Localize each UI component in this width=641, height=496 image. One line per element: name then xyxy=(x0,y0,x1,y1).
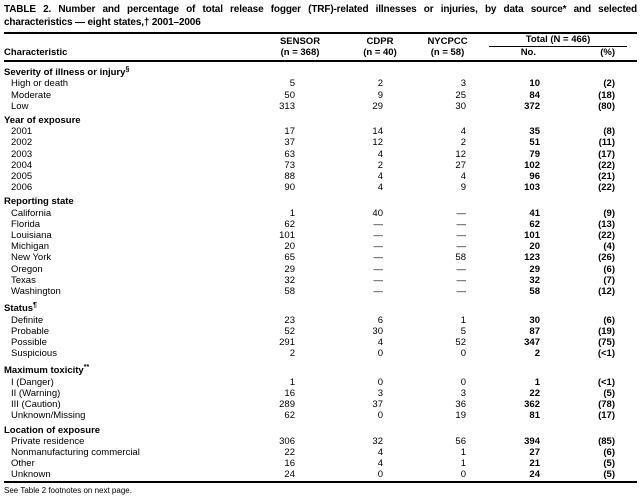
cell-total-pct: (6) xyxy=(603,263,615,275)
cell-sensor: 291 xyxy=(279,336,295,348)
cell-total-pct: (5) xyxy=(603,387,615,399)
cell-total-pct: (2) xyxy=(603,78,615,90)
cell-total-pct: (7) xyxy=(603,274,615,286)
cell-cdpr: 4 xyxy=(377,336,383,348)
cell-total-pct: (17) xyxy=(598,148,615,160)
cell-total-no: 58 xyxy=(529,286,540,298)
cell-cdpr: — xyxy=(373,274,383,286)
cell-cdpr: 0 xyxy=(377,376,383,388)
table-row xyxy=(4,230,637,241)
row-label: Private residence xyxy=(11,435,85,447)
table-footnote: See Table 2 footnotes on next page. xyxy=(4,485,132,495)
section-header-row xyxy=(4,359,637,376)
cell-total-no: 27 xyxy=(529,446,540,458)
row-label: Definite xyxy=(11,314,44,326)
header-row-1 xyxy=(4,34,637,47)
table-row xyxy=(4,137,637,148)
cell-total-no: 362 xyxy=(524,399,540,411)
row-label: I (Danger) xyxy=(11,376,54,388)
cell-nycpcc: 0 xyxy=(460,348,466,360)
row-label: 2001 xyxy=(11,126,33,138)
cell-cdpr: 6 xyxy=(377,314,383,326)
cell-nycpcc: 3 xyxy=(460,78,466,90)
cell-total-no: 22 xyxy=(529,387,540,399)
cell-nycpcc: 1 xyxy=(460,446,466,458)
cell-nycpcc: 52 xyxy=(455,336,466,348)
cell-total-pct: (12) xyxy=(598,286,615,298)
table-row xyxy=(4,241,637,252)
table-row xyxy=(4,171,637,182)
cell-cdpr: 9 xyxy=(377,89,383,101)
section-header: Reporting state xyxy=(4,196,74,208)
table-row xyxy=(4,447,637,458)
cell-nycpcc: 0 xyxy=(460,469,466,481)
cell-total-pct: (11) xyxy=(598,137,615,149)
column-header-total-no: No. xyxy=(487,47,548,61)
table-body xyxy=(4,61,637,482)
footnote-marker: ** xyxy=(83,364,90,372)
total-header-label: Total (N = 466) xyxy=(489,34,627,47)
section-header-row xyxy=(4,297,637,314)
row-label: Suspicious xyxy=(11,348,57,360)
cell-nycpcc: 36 xyxy=(455,399,466,411)
cell-cdpr: — xyxy=(373,286,383,298)
cell-total-pct: (5) xyxy=(603,458,615,470)
cell-total-pct: (<1) xyxy=(597,348,615,360)
cell-nycpcc: 0 xyxy=(460,376,466,388)
table-row xyxy=(4,436,637,447)
table-row xyxy=(4,458,637,469)
cell-sensor: 50 xyxy=(284,89,295,101)
column-header-nycpcc: NYCPCC xyxy=(427,36,468,47)
table-row xyxy=(4,337,637,348)
row-label: 2006 xyxy=(11,182,33,194)
cell-cdpr: 32 xyxy=(372,435,383,447)
cell-total-no: 87 xyxy=(529,325,540,337)
row-label: Nonmanufacturing commercial xyxy=(11,446,140,458)
cell-cdpr: 14 xyxy=(372,126,383,138)
cell-sensor: 62 xyxy=(284,410,295,422)
cell-sensor: 16 xyxy=(284,387,295,399)
cell-nycpcc: 25 xyxy=(455,89,466,101)
cell-nycpcc: — xyxy=(456,263,466,275)
table-row xyxy=(4,78,637,89)
row-label: Unknown/Missing xyxy=(11,410,86,422)
cell-total-pct: (4) xyxy=(603,241,615,253)
cell-nycpcc: 19 xyxy=(455,410,466,422)
row-label: 2005 xyxy=(11,170,33,182)
row-label: Texas xyxy=(11,274,36,286)
row-label: High or death xyxy=(11,78,69,90)
cell-total-pct: (22) xyxy=(598,159,615,171)
cell-sensor: 1 xyxy=(289,376,295,388)
cell-cdpr: 4 xyxy=(377,446,383,458)
cell-nycpcc: — xyxy=(456,218,466,230)
cell-sensor: 23 xyxy=(284,314,295,326)
cell-sensor: 52 xyxy=(284,325,295,337)
row-label: Other xyxy=(11,458,35,470)
section-header: Year of exposure xyxy=(4,114,81,126)
cell-cdpr: 12 xyxy=(372,137,383,149)
cell-sensor: 62 xyxy=(284,218,295,230)
table-row xyxy=(4,410,637,421)
cell-total-pct: (13) xyxy=(598,218,615,230)
section-header: Severity of illness or injury§ xyxy=(4,66,130,79)
column-header-total-pct: (%) xyxy=(548,47,637,61)
cell-nycpcc: — xyxy=(456,241,466,253)
table-row xyxy=(4,208,637,219)
cell-total-no: 30 xyxy=(529,314,540,326)
section-header-row xyxy=(4,422,637,436)
cell-nycpcc: — xyxy=(456,207,466,219)
cell-cdpr: 0 xyxy=(377,348,383,360)
row-label: 2004 xyxy=(11,159,33,171)
cell-cdpr: 4 xyxy=(377,170,383,182)
table-row xyxy=(4,219,637,230)
cell-cdpr: — xyxy=(373,252,383,264)
cell-sensor: 313 xyxy=(279,100,295,112)
cell-sensor: 32 xyxy=(284,274,295,286)
cell-cdpr: 30 xyxy=(372,325,383,337)
cell-total-no: 79 xyxy=(529,148,540,160)
table-row xyxy=(4,90,637,101)
cell-total-pct: (21) xyxy=(598,170,615,182)
cell-total-no: 21 xyxy=(529,458,540,470)
row-label: Possible xyxy=(11,336,47,348)
cell-nycpcc: — xyxy=(456,230,466,241)
row-label: 2002 xyxy=(11,137,33,149)
cell-sensor: 29 xyxy=(284,263,295,275)
cell-cdpr: 37 xyxy=(372,399,383,411)
cell-total-pct: (78) xyxy=(598,399,615,411)
header-spacer xyxy=(4,34,248,47)
cell-total-no: 41 xyxy=(529,207,540,219)
cell-sensor: 306 xyxy=(279,435,295,447)
cell-total-no: 123 xyxy=(524,252,540,264)
cell-total-no: 347 xyxy=(524,336,540,348)
cell-sensor: 88 xyxy=(284,170,295,182)
table-row xyxy=(4,182,637,193)
cell-sensor: 17 xyxy=(284,126,295,138)
cell-nycpcc: 56 xyxy=(455,435,466,447)
cell-cdpr: 2 xyxy=(377,78,383,90)
cell-nycpcc: 3 xyxy=(460,387,466,399)
cell-cdpr: 29 xyxy=(372,100,383,112)
cell-nycpcc: 9 xyxy=(460,182,466,194)
column-header-cdpr: CDPR xyxy=(366,36,394,47)
column-header-sensor: SENSOR xyxy=(279,36,321,47)
cell-cdpr: 4 xyxy=(377,148,383,160)
cell-cdpr: 2 xyxy=(377,159,383,171)
cell-total-pct: (5) xyxy=(603,469,615,481)
cell-sensor: 5 xyxy=(289,78,295,90)
cell-total-no: 1 xyxy=(534,376,540,388)
table-row xyxy=(4,348,637,359)
cell-sensor: 63 xyxy=(284,148,295,160)
table-row xyxy=(4,264,637,275)
table-row xyxy=(4,315,637,326)
cell-total-no: 24 xyxy=(529,469,540,481)
cell-total-no: 101 xyxy=(524,230,540,241)
cell-nycpcc: 12 xyxy=(455,148,466,160)
table-row xyxy=(4,377,637,388)
cell-total-no: 394 xyxy=(524,435,540,447)
row-label: Michigan xyxy=(11,241,50,253)
section-header-row xyxy=(4,112,637,126)
cell-cdpr: — xyxy=(373,263,383,275)
cell-cdpr: 4 xyxy=(377,182,383,194)
cell-total-pct: (85) xyxy=(598,435,615,447)
cell-nycpcc: 27 xyxy=(455,159,466,171)
cell-sensor: 24 xyxy=(284,469,295,481)
cell-cdpr: — xyxy=(373,241,383,253)
cell-total-no: 29 xyxy=(529,263,540,275)
row-label: Oregon xyxy=(11,263,43,275)
cell-nycpcc: 1 xyxy=(460,314,466,326)
column-header-characteristic: Characteristic xyxy=(4,47,248,61)
row-label: Low xyxy=(11,100,29,112)
table-row xyxy=(4,126,637,137)
table-row xyxy=(4,252,637,263)
column-header-cdpr-n: (n = 40) xyxy=(352,47,408,61)
table-row xyxy=(4,160,637,171)
cell-nycpcc: 4 xyxy=(460,126,466,138)
cell-sensor: 65 xyxy=(284,252,295,264)
row-label: II (Warning) xyxy=(11,387,61,399)
cell-cdpr: 40 xyxy=(372,207,383,219)
table-row xyxy=(4,388,637,399)
cell-sensor: 73 xyxy=(284,159,295,171)
section-header: Maximum toxicity** xyxy=(4,364,90,377)
section-header-row xyxy=(4,61,637,78)
cell-total-no: 372 xyxy=(524,100,540,112)
cell-total-no: 103 xyxy=(524,182,540,194)
cell-cdpr: 3 xyxy=(377,387,383,399)
row-label: Moderate xyxy=(11,89,52,101)
cell-sensor: 90 xyxy=(284,182,295,194)
cell-total-no: 81 xyxy=(529,410,540,422)
cell-cdpr: 0 xyxy=(377,410,383,422)
row-label: 2003 xyxy=(11,148,33,160)
table-row xyxy=(4,399,637,410)
cell-cdpr: 4 xyxy=(377,458,383,470)
column-header-nycpcc-n: (n = 58) xyxy=(408,47,487,61)
cell-total-pct: (6) xyxy=(603,314,615,326)
cell-nycpcc: — xyxy=(456,274,466,286)
section-header: Status¶ xyxy=(4,302,37,315)
cell-total-no: 32 xyxy=(529,274,540,286)
cell-sensor: 289 xyxy=(279,399,295,411)
table-row xyxy=(4,286,637,297)
cell-cdpr: — xyxy=(373,230,383,241)
row-label: New York xyxy=(11,252,52,264)
cell-sensor: 37 xyxy=(284,137,295,149)
cell-total-no: 20 xyxy=(529,241,540,253)
cell-sensor: 101 xyxy=(279,230,295,241)
cell-total-pct: (17) xyxy=(598,410,615,422)
cell-total-pct: (6) xyxy=(603,446,615,458)
cell-total-no: 10 xyxy=(529,78,540,90)
footnote-marker: ¶ xyxy=(33,302,37,310)
cell-total-pct: (18) xyxy=(598,89,615,101)
footnote-marker: § xyxy=(125,66,130,73)
cell-sensor: 16 xyxy=(284,458,295,470)
cell-total-pct: (80) xyxy=(598,100,615,112)
cell-sensor: 22 xyxy=(284,446,295,458)
table-row xyxy=(4,101,637,112)
cell-nycpcc: 5 xyxy=(460,325,466,337)
table-row xyxy=(4,149,637,160)
cell-total-no: 84 xyxy=(529,89,540,101)
table-row xyxy=(4,469,637,481)
cell-total-pct: (19) xyxy=(598,325,615,337)
cell-total-pct: (26) xyxy=(598,252,615,264)
cell-total-pct: (22) xyxy=(598,182,615,194)
cell-cdpr: — xyxy=(373,218,383,230)
cell-total-pct: (<1) xyxy=(597,376,615,388)
cell-total-no: 2 xyxy=(534,348,540,360)
table-title-line2: characteristics — eight states,† 2001–2006 xyxy=(4,17,201,28)
trf-illness-table xyxy=(4,34,637,483)
table-row xyxy=(4,275,637,286)
cell-total-no: 96 xyxy=(529,170,540,182)
row-label: Florida xyxy=(11,218,41,230)
table-row xyxy=(4,326,637,337)
section-header-row xyxy=(4,193,637,207)
cell-sensor: 2 xyxy=(289,348,295,360)
cell-sensor: 58 xyxy=(284,286,295,298)
row-label: III (Caution) xyxy=(11,399,61,411)
cell-total-pct: (9) xyxy=(603,207,615,219)
row-label: Probable xyxy=(11,325,50,337)
cell-total-pct: (75) xyxy=(598,336,615,348)
cell-total-no: 62 xyxy=(529,218,540,230)
table-title-line1: TABLE 2. Number and percentage of total release fogger (TRF)-related illnesses or injuries, by data source* and selected xyxy=(4,4,637,15)
row-label: Unknown xyxy=(11,469,51,481)
cell-nycpcc: — xyxy=(456,286,466,298)
cell-sensor: 20 xyxy=(284,241,295,253)
table-title xyxy=(4,3,637,34)
cell-nycpcc: 4 xyxy=(460,170,466,182)
row-label: California xyxy=(11,207,52,219)
cell-sensor: 1 xyxy=(289,207,295,219)
cell-cdpr: 0 xyxy=(377,469,383,481)
section-header: Location of exposure xyxy=(4,424,101,436)
header-row-2 xyxy=(4,47,637,61)
column-header-sensor-n: (n = 368) xyxy=(248,47,352,61)
cell-total-no: 102 xyxy=(524,159,540,171)
column-header-total xyxy=(487,34,637,47)
cell-total-pct: (22) xyxy=(598,230,615,241)
cell-nycpcc: 30 xyxy=(455,100,466,112)
cell-total-pct: (8) xyxy=(603,126,615,138)
row-label: Washington xyxy=(11,286,61,298)
cell-total-no: 35 xyxy=(529,126,540,138)
cell-nycpcc: 2 xyxy=(460,137,466,149)
cell-nycpcc: 58 xyxy=(455,252,466,264)
row-label: Louisiana xyxy=(11,230,52,241)
cell-total-no: 51 xyxy=(529,137,540,149)
cell-nycpcc: 1 xyxy=(460,458,466,470)
